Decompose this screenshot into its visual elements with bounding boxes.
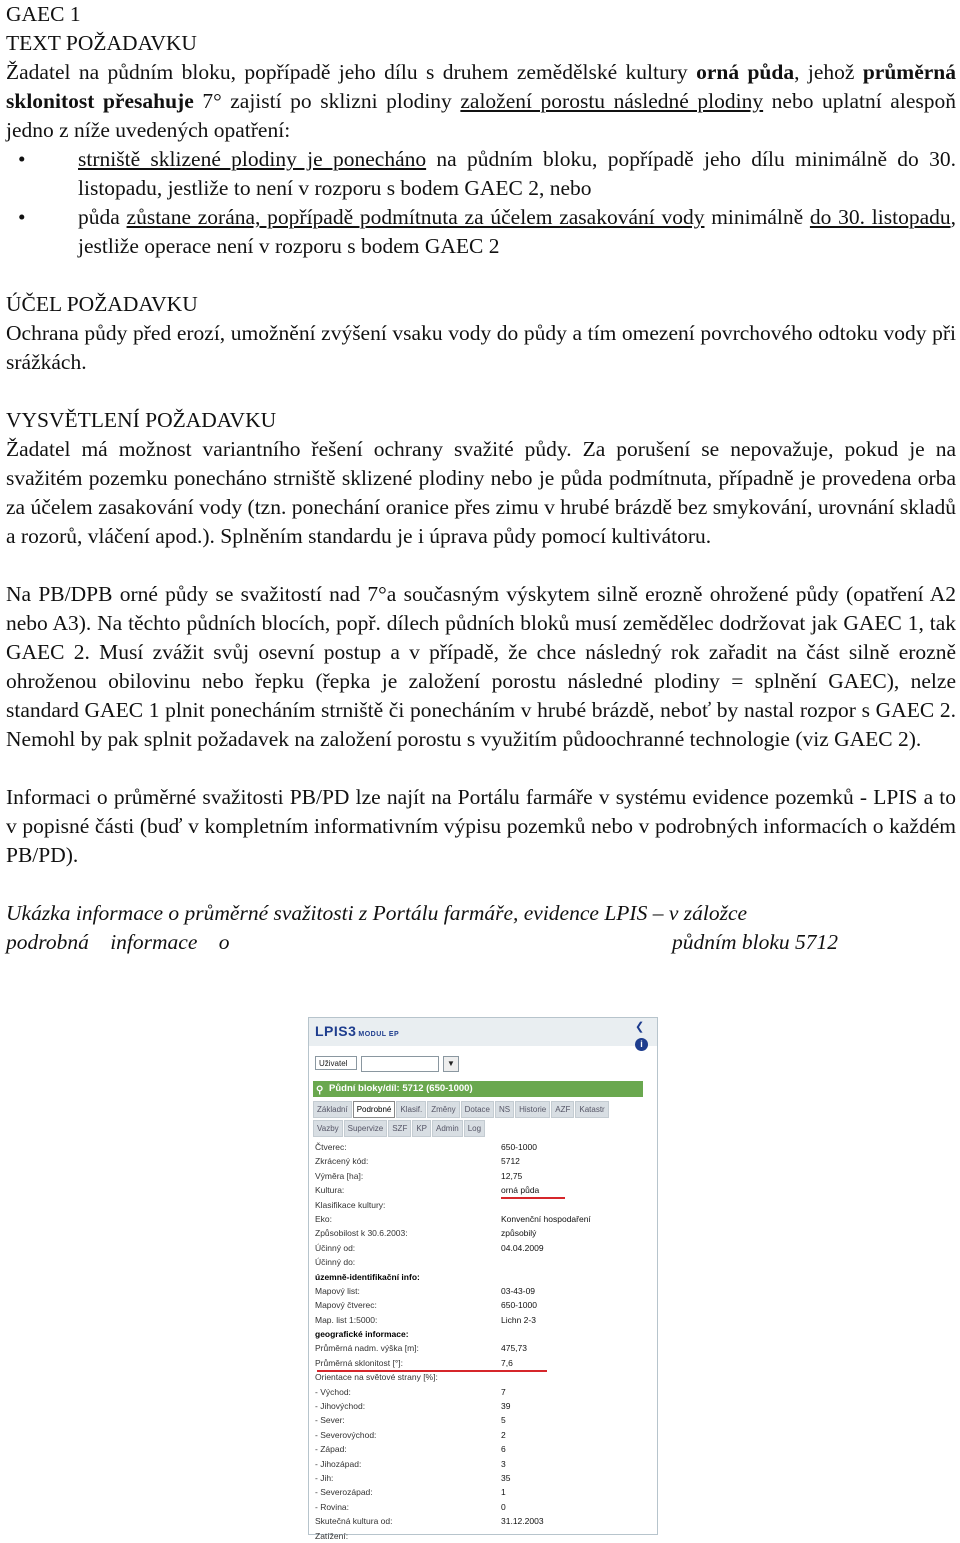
document-body (6, 0, 956, 957)
table-row (313, 1399, 653, 1413)
table-row (313, 1370, 653, 1384)
table-row (313, 1284, 653, 1298)
tab-szf[interactable]: SZF (388, 1120, 411, 1137)
row-label: - Východ: (315, 1386, 351, 1397)
info-icon[interactable]: i (635, 1038, 648, 1051)
row-label: Map. list 1:5000: (315, 1314, 378, 1325)
purpose-paragraph: Ochrana půdy před erozí, umožnění zvýšení vsaku vody do půdy a tím omezení povrchového odtoku vody při srážkách. (6, 321, 956, 374)
row-label: územně-identifikační info: (315, 1271, 420, 1282)
row-value: Lichn 2-3 (501, 1314, 536, 1325)
table-row (313, 1298, 653, 1312)
table-row (313, 1140, 653, 1154)
bullet-item-plowed: • půda zůstane zorána, popřípadě podmítnuta za účelem zasakování vody minimálně do 30. listopadu, jestliže operace není v rozporu s bodem GAEC 2 (18, 205, 956, 258)
text-requirement-title: TEXT POŽADAVKU (6, 31, 197, 55)
caption-line-2: podrobná informace o půdním bloku 5712 (6, 930, 839, 954)
row-label: - Sever: (315, 1415, 345, 1426)
table-row (313, 1226, 653, 1240)
row-value: 6 (501, 1444, 506, 1455)
row-label: Skutečná kultura od: (315, 1516, 393, 1527)
row-label: Způsobilost k 30.6.2003: (315, 1228, 408, 1239)
row-label: Orientace na světové strany [%]: (315, 1372, 438, 1383)
table-row (313, 1154, 653, 1168)
tab-bar (313, 1101, 653, 1139)
tab-podrobn-[interactable]: Podrobné (353, 1101, 396, 1118)
table-row (313, 1341, 653, 1355)
row-value: 5 (501, 1415, 506, 1426)
table-row (313, 1514, 653, 1528)
row-value: 04.04.2009 (501, 1242, 544, 1253)
back-arrow-icon[interactable]: ❮ (635, 1021, 645, 1033)
row-value: 475,73 (501, 1343, 527, 1354)
explanation-title: VYSVĚTLENÍ POŽADAVKU (6, 408, 277, 432)
table-row (313, 1385, 653, 1399)
row-value: 2 (501, 1429, 506, 1440)
highlight-sklonitost (317, 1370, 547, 1372)
row-label: Zatížení: (315, 1530, 349, 1541)
table-row (313, 1198, 653, 1212)
row-label: Mapový čtverec: (315, 1300, 377, 1311)
table-row (313, 1327, 653, 1341)
row-label: Průměrná sklonitost [°]: (315, 1357, 403, 1368)
row-value: 39 (501, 1401, 511, 1412)
table-row (313, 1241, 653, 1255)
row-label: Výměra [ha]: (315, 1170, 364, 1181)
row-value: Konvenční hospodaření (501, 1213, 591, 1224)
table-row (313, 1500, 653, 1514)
row-value: 650-1000 (501, 1142, 537, 1152)
row-label: Zkrácený kód: (315, 1156, 369, 1167)
row-label: Mapový list: (315, 1285, 360, 1296)
row-label: Průměrná nadm. výška [m]: (315, 1343, 419, 1354)
table-row (313, 1183, 653, 1197)
tab-katastr[interactable]: Katastr (575, 1101, 608, 1118)
table-row (313, 1270, 653, 1284)
row-value: 03-43-09 (501, 1285, 536, 1296)
tab-klasif-[interactable]: Klasif. (396, 1101, 426, 1118)
table-row (313, 1428, 653, 1442)
tab-vazby[interactable]: Vazby (313, 1120, 343, 1137)
row-label: Účinný do: (315, 1257, 356, 1268)
row-label: Klasifikace kultury: (315, 1199, 386, 1210)
row-value: orná půda (501, 1185, 540, 1196)
row-value: 650-1000 (501, 1300, 537, 1311)
detail-table (313, 1140, 653, 1543)
tab-historie[interactable]: Historie (515, 1101, 550, 1118)
table-row (313, 1529, 653, 1543)
row-value: 35 (501, 1472, 511, 1483)
pb-paragraph: Na PB/DPB orné půdy se svažitostí nad 7°a současným výskytem silně erozně ohrožené půdy (opatření A2 nebo A3). Na těchto půdních blocích, popř. dílech půdních bloků musí zemědělec dodržovat jak GAEC 1, tak GAEC 2. Musí zvážit svůj osevní postup a v případě, že chce následný rok zařadit na část silně erozně ohroženou obilovinu nebo řepku (řepka je založení porostu následné plodiny = splnění GAEC), nelze standard GAEC 1 plnit ponecháním strniště či ponecháním v hrubé brázdě, neboť by nastal rozpor s GAEC 2. Nemohl by pak splnit požadavek na založení porostu s využitím půdoochranné technologie (viz GAEC 2). (6, 582, 956, 751)
table-row (313, 1255, 653, 1269)
tab-supervize[interactable]: Supervize (344, 1120, 388, 1137)
row-label: - Jih: (315, 1472, 334, 1483)
row-value: 7 (501, 1386, 506, 1397)
tab-dotace[interactable]: Dotace (461, 1101, 494, 1118)
tab-admin[interactable]: Admin (432, 1120, 463, 1137)
tab-azf[interactable]: AZF (551, 1101, 574, 1118)
user-select[interactable]: Uživatel (315, 1056, 357, 1070)
row-label: - Severovýchod: (315, 1429, 377, 1440)
section-heading-gaec: GAEC 1 (6, 2, 81, 26)
bullet-item-stubble: • strniště sklizené plodiny je ponecháno na půdním bloku, popřípadě jeho dílu minimálně do 30. listopadu, jestliže to není v rozporu s bodem GAEC 2, nebo (18, 147, 956, 200)
highlight-kultura (501, 1197, 565, 1199)
caption-line: Ukázka informace o průměrné svažitosti z Portálu farmáře, evidence LPIS – v záložce (6, 901, 748, 925)
row-value: způsobilý (501, 1228, 537, 1239)
requirement-paragraph: Žadatel na půdním bloku, popřípadě jeho dílu s druhem zemědělské kultury orná půda, jehož průměrná sklonitost přesahuje 7° zajistí po sklizni plodiny založení porostu následné plodiny nebo uplatní alespoň jedno z níže uvedených opatření: (6, 60, 957, 142)
lpis-screenshot (308, 1017, 658, 1541)
table-row (313, 1313, 653, 1327)
row-value: 1 (501, 1487, 506, 1498)
row-value: 7,6 (501, 1357, 513, 1368)
tab-zm-ny[interactable]: Změny (427, 1101, 459, 1118)
user-input[interactable] (361, 1056, 439, 1072)
tab-log[interactable]: Log (464, 1120, 485, 1137)
table-row (313, 1169, 653, 1183)
row-label: Účinný od: (315, 1242, 356, 1253)
row-label: Kultura: (315, 1185, 345, 1196)
row-label: geografické informace: (315, 1329, 409, 1340)
row-label: - Rovina: (315, 1501, 350, 1512)
row-label: - Jihozápad: (315, 1458, 362, 1469)
search-icon: ⚲ (316, 1085, 324, 1096)
table-row (313, 1442, 653, 1456)
purpose-title: ÚČEL POŽADAVKU (6, 292, 198, 316)
row-value: 12,75 (501, 1170, 523, 1181)
row-value: 31.12.2003 (501, 1516, 544, 1527)
tab-ns[interactable]: NS (495, 1101, 514, 1118)
row-value: 0 (501, 1501, 506, 1512)
row-value: 3 (501, 1458, 506, 1469)
table-row (313, 1356, 653, 1370)
row-value: 5712 (501, 1156, 520, 1167)
row-label: - Jihovýchod: (315, 1401, 366, 1412)
lpis-header (309, 1018, 657, 1049)
user-search-button[interactable]: ▼ (443, 1056, 459, 1072)
explanation-paragraph: Žadatel má možnost variantního řešení ochrany svažité půdy. Za porušení se nepovažuje, pokud je na svažitém pozemku ponecháno strniště sklizené plodiny nebo je půda podmítnuta, případně je provedena orba za účelem zasakování vody (tzn. ponechání oranice přes zimu v hrubé brázdě bez smykování, urovnání skladů a rozorů, vláčení apod.). Splněním standardu je i úprava půdy pomocí kultivátoru. (6, 437, 956, 548)
tab-kp[interactable]: KP (412, 1120, 431, 1137)
table-row (313, 1471, 653, 1485)
tab-z-kladn-[interactable]: Základní (313, 1101, 352, 1118)
row-label: - Severozápad: (315, 1487, 373, 1498)
table-row (313, 1212, 653, 1226)
block-title-bar: ⚲ Půdní bloky/díl: 5712 (650-1000) (313, 1081, 643, 1097)
table-row (313, 1413, 653, 1427)
lpis-logo: LPIS3 MODUL EP (315, 1023, 400, 1039)
row-label: Čtverec: (315, 1142, 347, 1152)
table-row (313, 1485, 653, 1499)
row-label: Eko: (315, 1213, 333, 1224)
row-label: - Západ: (315, 1444, 347, 1455)
table-row (313, 1457, 653, 1471)
info-paragraph: Informaci o průměrné svažitosti PB/PD lze najít na Portálu farmáře v systému evidence pozemků - LPIS a to v popisné části (buď v kompletním informativním výpisu pozemků nebo v podrobných informacích o každém PB/PD). (6, 785, 956, 867)
